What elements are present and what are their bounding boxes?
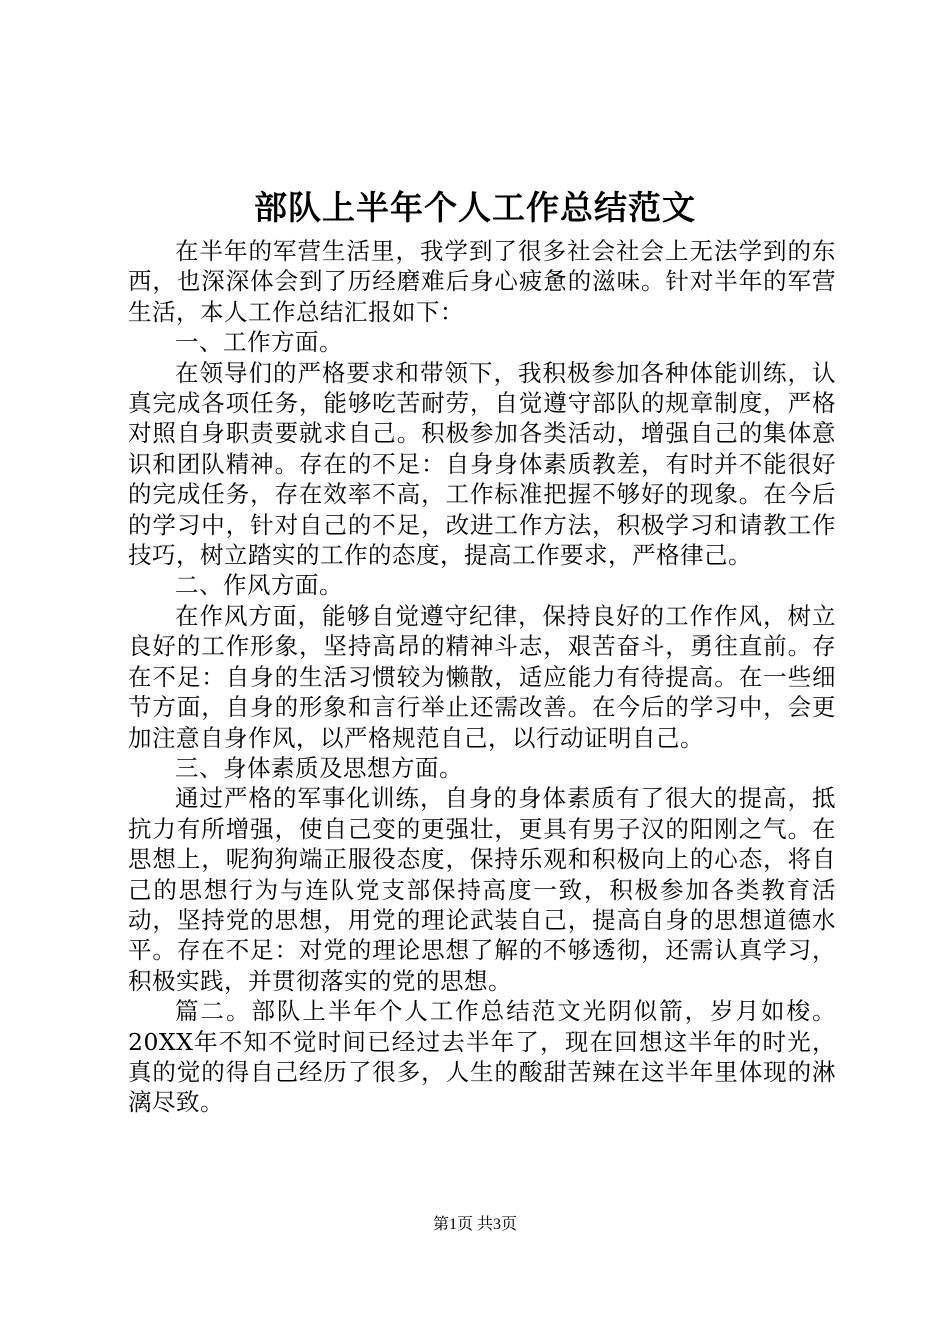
work-paragraph: 在领导们的严格要求和带领下，我积极参加各种体能训练，认真完成各项任务，能够吃苦耐劳，自觉遵守部队的规章制度，严格对照自身职责要就求自己。积极参加各类活动，增强自己的集体意识和团队精神。存在的不足：自身身体素质教差，有时并不能很好的完成任务，存在效率不高，工作标准把握不够好的现象。在今后的学习中，针对自己的不足，改进工作方法，积极学习和请教工作技巧，树立踏实的工作的态度，提高工作要求，严格律己。 xyxy=(128,358,836,570)
section-heading-style: 二、作风方面。 xyxy=(175,571,343,600)
section-heading-work: 一、工作方面。 xyxy=(175,328,343,357)
part-two-paragraph: 篇二。部队上半年个人工作总结范文光阴似箭，岁月如梭。20XX年不知不觉时间已经过去半年了，现在回想这半年的时光，真的觉的得自己经历了很多，人生的酸甜苦辣在这半年里体现的淋漓尽致。 xyxy=(128,997,836,1117)
section-heading-physical-thought: 三、身体素质及思想方面。 xyxy=(175,753,463,782)
intro-paragraph: 在半年的军营生活里，我学到了很多社会社会上无法学到的东西，也深深体会到了历经磨难后身心疲惫的滋味。针对半年的军营生活，本人工作总结汇报如下： xyxy=(128,237,836,326)
document-body xyxy=(128,236,836,1118)
style-paragraph: 在作风方面，能够自觉遵守纪律，保持良好的工作作风，树立良好的工作形象，坚持高昂的精神斗志，艰苦奋斗，勇往直前。存在不足：自身的生活习惯较为懒散，适应能力有待提高。在一些细节方面，自身的形象和言行举止还需改善。在今后的学习中，会更加注意自身作风，以严格规范自己，以行动证明自己。 xyxy=(128,601,836,752)
document-title: 部队上半年个人工作总结范文 xyxy=(254,188,696,227)
page-number-footer: 第1页 共3页 xyxy=(432,1216,517,1233)
physical-thought-paragraph: 通过严格的军事化训练，自身的身体素质有了很大的提高，抵抗力有所增强，使自己变的更强壮，更具有男子汉的阳刚之气。在思想上，呢狗狗端正服役态度，保持乐观和积极向上的心态，将自己的思想行为与连队党支部保持高度一致，积极参加各类教育活动，坚持党的思想，用党的理论武装自己，提高自身的思想道德水平。存在不足：对党的理论思想了解的不够透彻，还需认真学习，积极实践，并贯彻落实的党的思想。 xyxy=(128,784,836,995)
